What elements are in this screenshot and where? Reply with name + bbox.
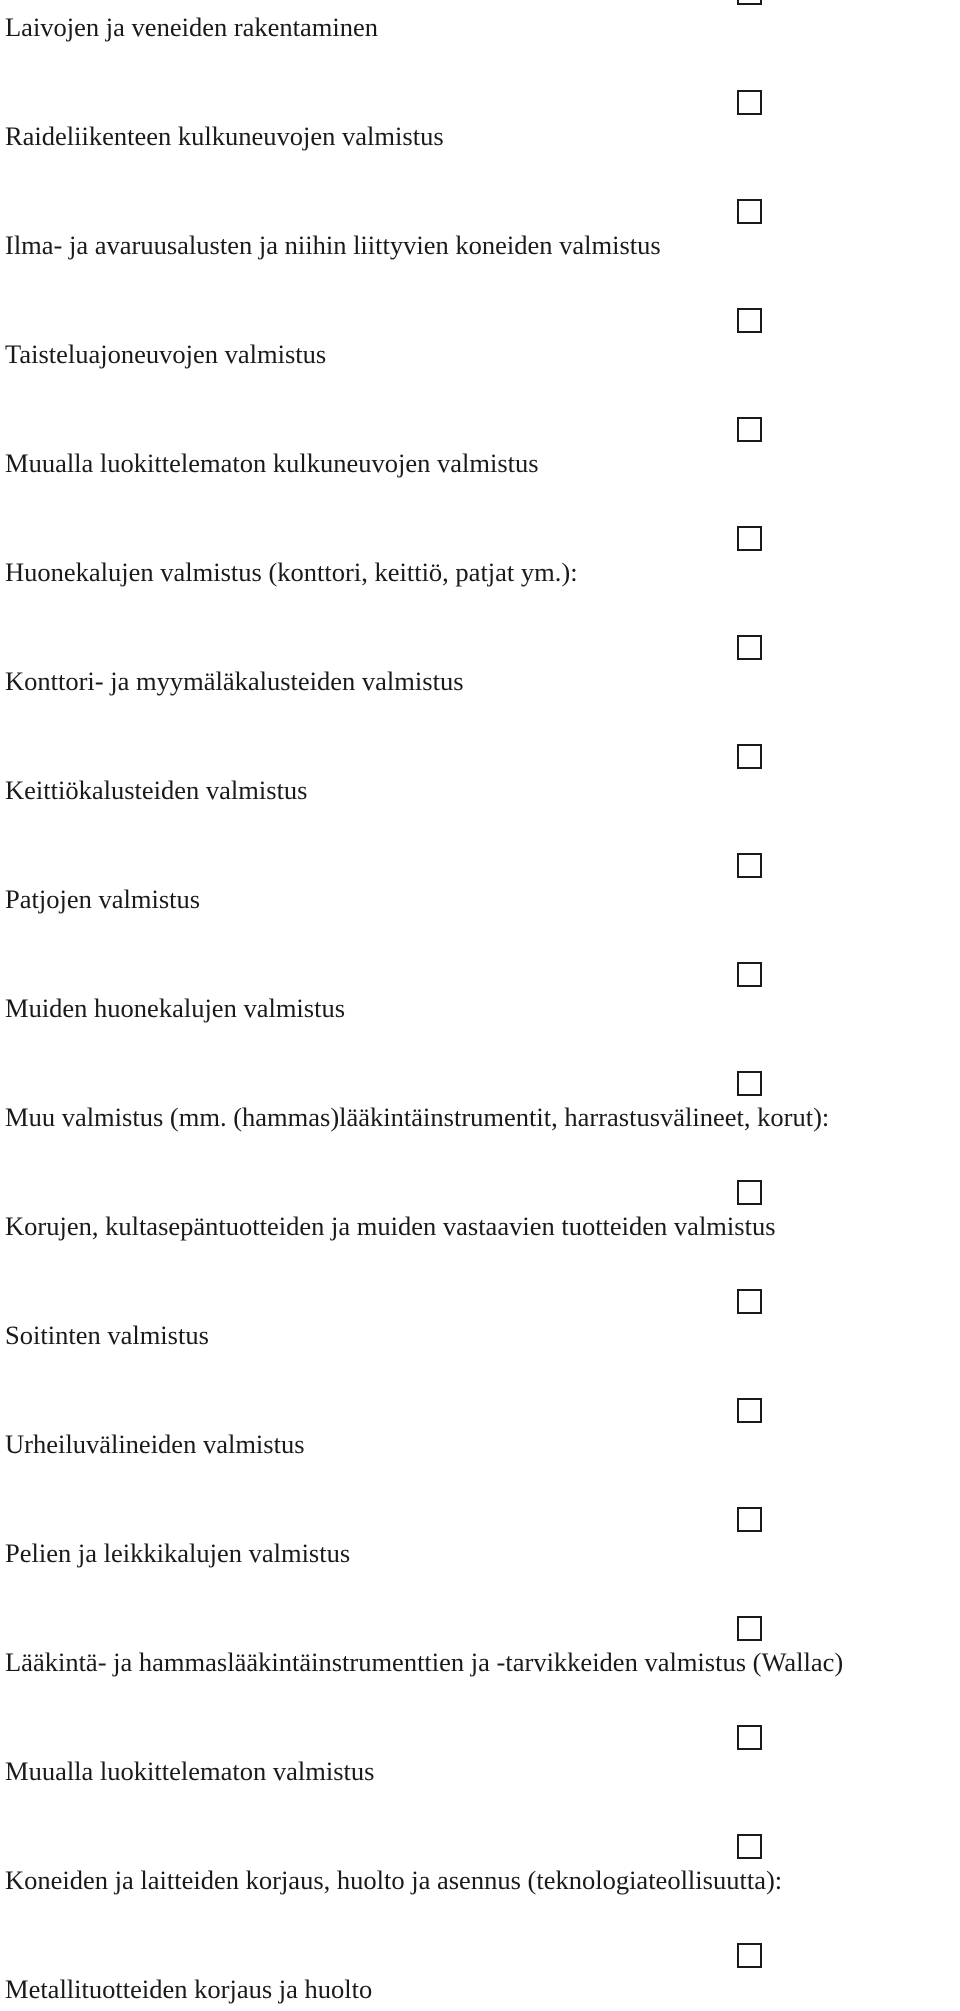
checkbox[interactable]	[737, 1398, 762, 1423]
checkbox[interactable]	[737, 1725, 762, 1750]
item-label: Ilma- ja avaruusalusten ja niihin liittyvien koneiden valmistus	[5, 230, 661, 260]
item-label: Muualla luokittelematon kulkuneuvojen valmistus	[5, 448, 539, 478]
checkbox[interactable]	[737, 417, 762, 442]
item-label: Keittiökalusteiden valmistus	[5, 775, 308, 805]
checkbox[interactable]	[737, 1834, 762, 1859]
checkbox[interactable]	[737, 1180, 762, 1205]
checkbox[interactable]	[737, 853, 762, 878]
checkbox[interactable]	[737, 962, 762, 987]
checkbox[interactable]	[737, 1289, 762, 1314]
checkbox[interactable]	[737, 744, 762, 769]
item-label: Laivojen ja veneiden rakentaminen	[5, 12, 379, 42]
checkbox[interactable]	[737, 90, 762, 115]
item-label: Pelien ja leikkikalujen valmistus	[5, 1538, 351, 1568]
checkbox[interactable]	[737, 526, 762, 551]
checkbox[interactable]	[737, 1616, 762, 1641]
checkbox[interactable]	[737, 1943, 762, 1968]
item-label: Korujen, kultasepäntuotteiden ja muiden vastaavien tuotteiden valmistus	[5, 1211, 776, 1241]
item-label: Metallituotteiden korjaus ja huolto	[5, 1974, 373, 2004]
checkbox[interactable]	[737, 1507, 762, 1532]
checkbox[interactable]	[737, 308, 762, 333]
item-label: Urheiluvälineiden valmistus	[5, 1429, 305, 1459]
item-label: Soitinten valmistus	[5, 1320, 209, 1350]
item-label: Huonekalujen valmistus (konttori, keittiö, patjat ym.):	[5, 557, 578, 587]
item-label: Koneiden ja laitteiden korjaus, huolto ja asennus (teknologiateollisuutta):	[5, 1865, 783, 1895]
checkbox[interactable]	[737, 0, 762, 5]
checkbox[interactable]	[737, 1071, 762, 1096]
item-label: Muiden huonekalujen valmistus	[5, 993, 346, 1023]
item-label: Konttori- ja myymäläkalusteiden valmistus	[5, 666, 464, 696]
checkbox[interactable]	[737, 199, 762, 224]
item-label: Raideliikenteen kulkuneuvojen valmistus	[5, 121, 444, 151]
checkbox[interactable]	[737, 635, 762, 660]
item-label: Patjojen valmistus	[5, 884, 201, 914]
item-label: Taisteluajoneuvojen valmistus	[5, 339, 327, 369]
item-label: Muu valmistus (mm. (hammas)lääkintäinstrumentit, harrastusvälineet, korut):	[5, 1102, 830, 1132]
item-label: Muualla luokittelematon valmistus	[5, 1756, 375, 1786]
item-label: Lääkintä- ja hammaslääkintäinstrumenttien ja -tarvikkeiden valmistus (Wallac)	[5, 1647, 844, 1677]
